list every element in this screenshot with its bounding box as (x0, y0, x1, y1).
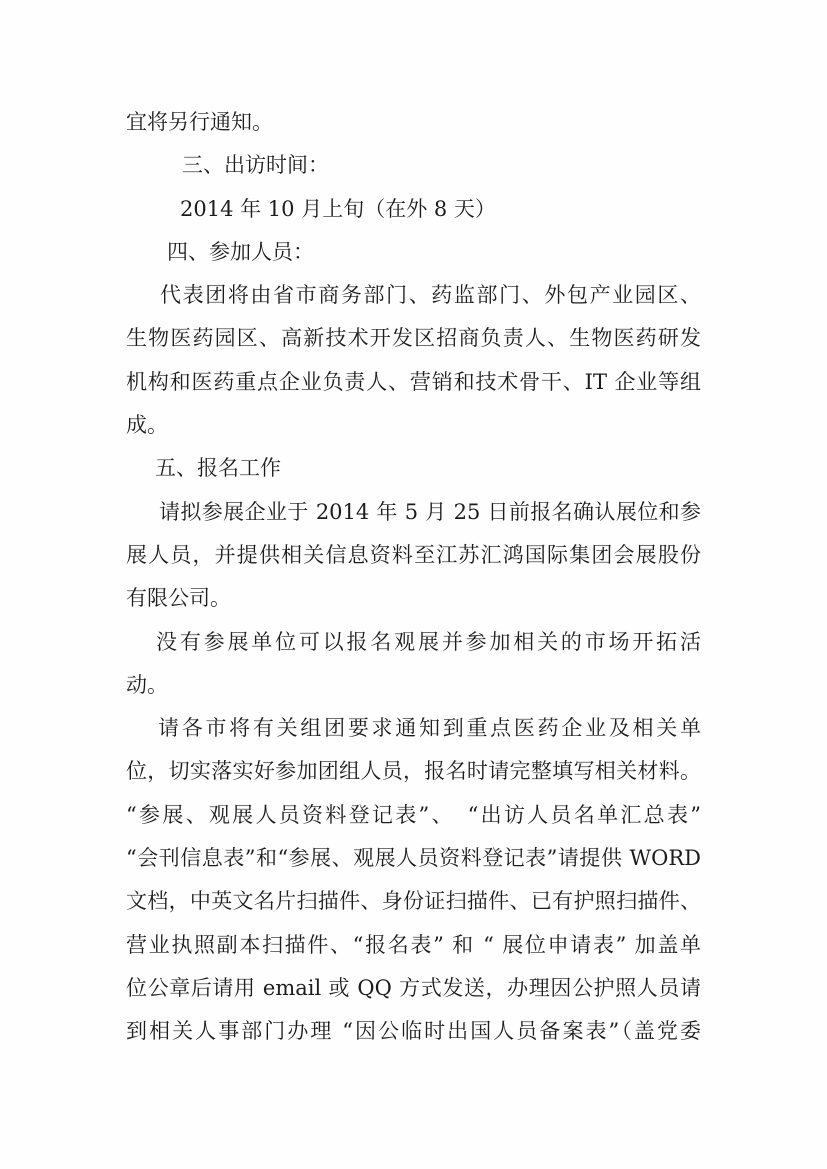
body-text-line: 动。 (126, 672, 168, 697)
section-heading-line: 三、出访时间： (182, 153, 329, 178)
body-text-line: 请各市将有关组团要求通知到重点医药企业及相关单 (158, 716, 701, 741)
section-heading-line: 四、参加人员： (167, 239, 314, 264)
body-text-line: 代表团将由省市商务部门、药监部门、外包产业园区、 (160, 283, 701, 308)
body-text-line: 有限公司。 (126, 586, 231, 611)
body-text-line: 成。 (126, 413, 168, 438)
body-text-line: 生物医药园区、高新技术开发区招商负责人、生物医药研发 (126, 326, 701, 351)
body-text-line: 没有参展单位可以报名观展并参加相关的市场开拓活 (156, 629, 701, 654)
body-text-line: 请拟参展企业于 2014 年 5 月 25 日前报名确认展位和参 (159, 499, 701, 524)
document-body (126, 101, 701, 1054)
section-heading-line: 五、报名工作 (155, 456, 281, 481)
body-text-line: 营业执照副本扫描件、“报名表” 和 “ 展位申请表” 加盖单 (126, 932, 701, 957)
body-text-line: 位公章后请用 email 或 QQ 方式发送，办理因公护照人员请 (126, 975, 701, 1000)
body-text-line: “会刊信息表”和“参展、观展人员资料登记表”请提供 WORD (126, 846, 701, 871)
body-text-line: 文档，中英文名片扫描件、身份证扫描件、已有护照扫描件、 (126, 889, 701, 914)
body-text-line: 展人员，并提供相关信息资料至江苏汇鸿国际集团会展股份 (126, 542, 701, 567)
body-text-line: 机构和医药重点企业负责人、营销和技术骨干、IT 企业等组 (126, 369, 701, 394)
body-text-line: “参展、观展人员资料登记表”、 “出访人员名单汇总表” (126, 802, 701, 827)
body-text-line: 位，切实落实好参加团组人员，报名时请完整填写相关材料。 (126, 759, 701, 784)
body-text-line: 到相关人事部门办理 “因公临时出国人员备案表”（盖党委 (126, 1019, 701, 1044)
body-text-line: 宜将另行通知。 (126, 110, 273, 134)
body-text-line: 2014 年 10 月上旬（在外 8 天） (180, 196, 496, 221)
